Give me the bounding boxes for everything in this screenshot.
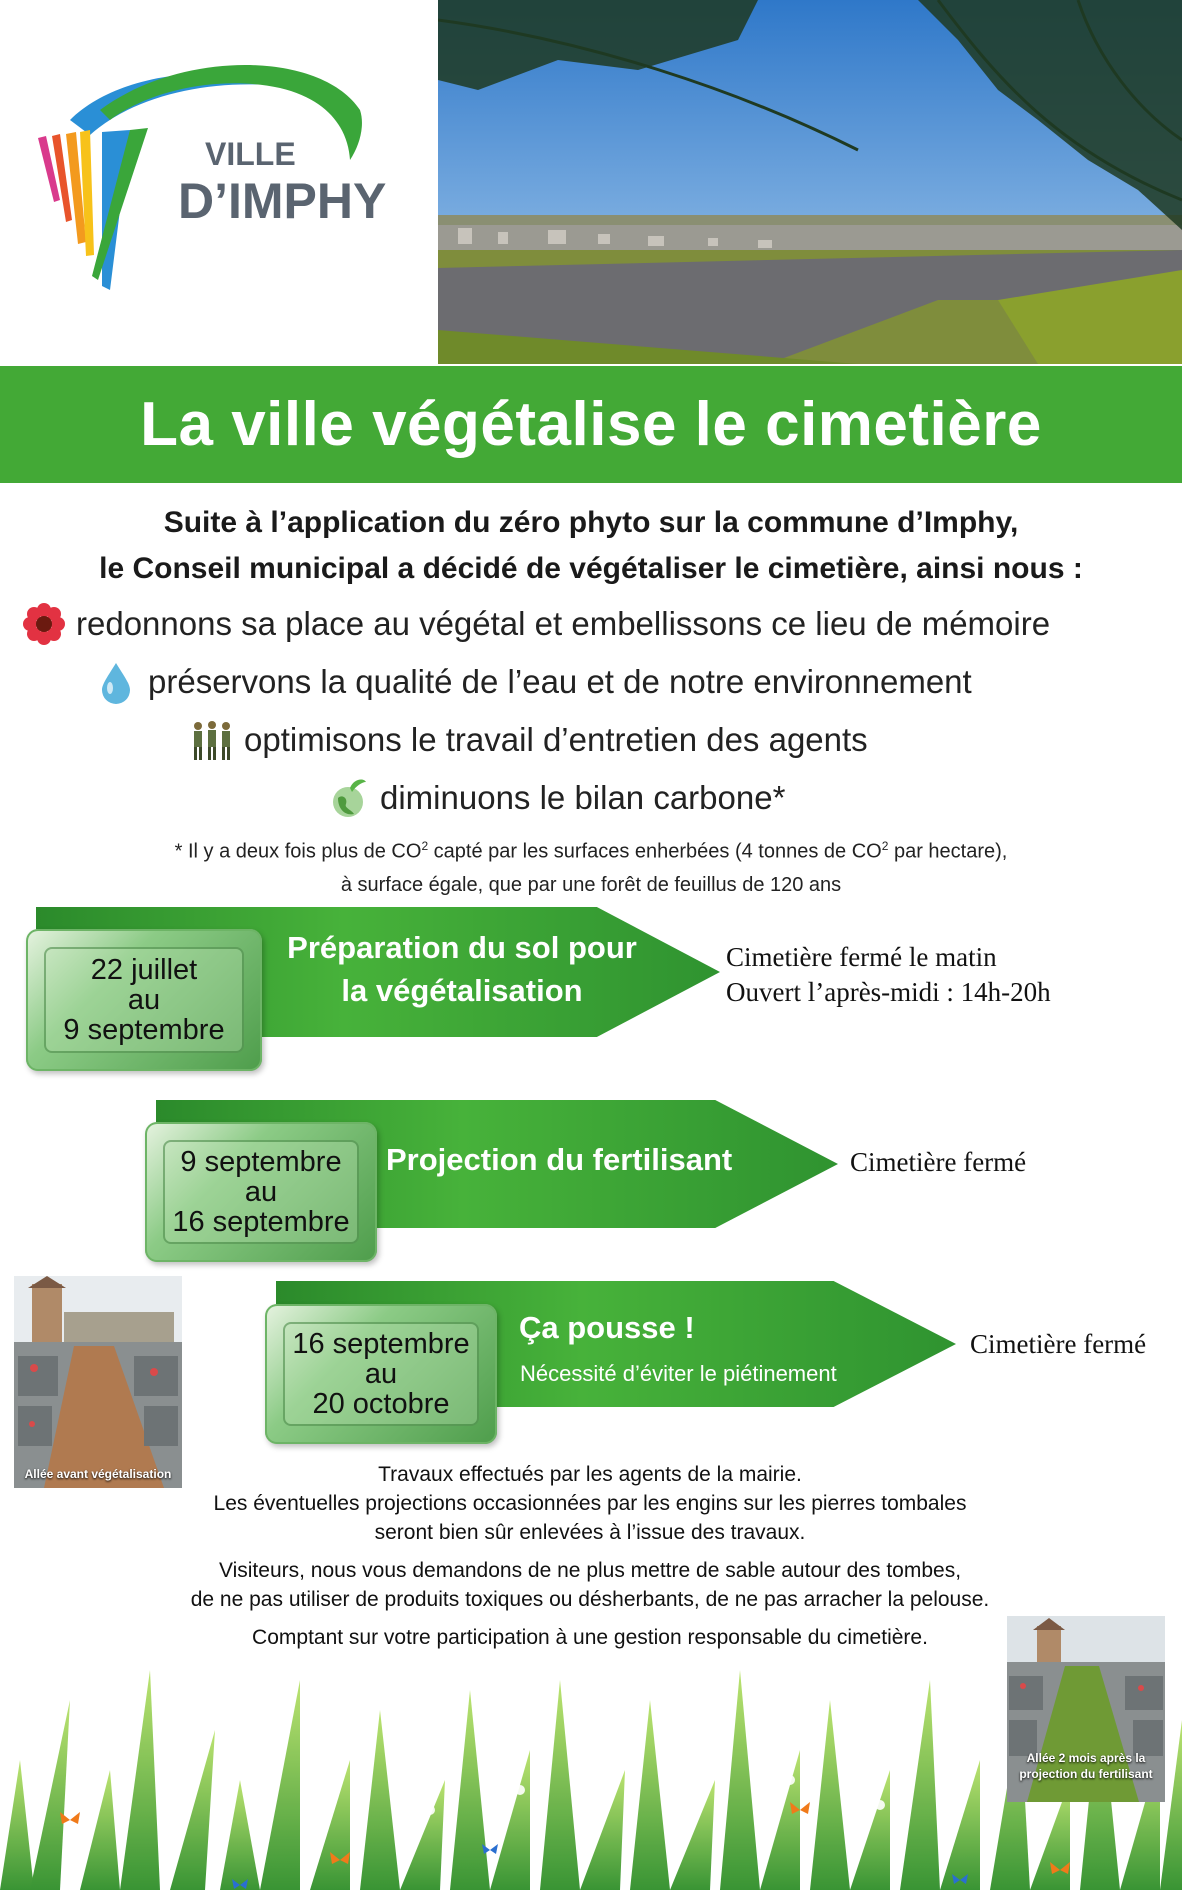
bullet-item	[190, 718, 868, 762]
step-1-title-line-2: la végétalisation	[341, 973, 583, 1008]
bottom-paragraph-2	[120, 1556, 1060, 1614]
step-3-date-box	[265, 1304, 497, 1444]
bottom-p1-line-1: Travaux effectués par les agents de la mairie.	[378, 1463, 802, 1486]
logo-panel	[0, 0, 438, 364]
title-band	[0, 366, 1182, 483]
bottom-p2-line-1: Visiteurs, nous vous demandons de ne plus mettre de sable autour des tombes,	[218, 1559, 962, 1582]
step-1-date-sep: au	[127, 984, 161, 1016]
footnote-line-2: à surface égale, que par une forêt de feuillus de 120 ans	[340, 873, 842, 896]
logo-line2: D’IMPHY	[178, 173, 387, 229]
footnote	[0, 830, 1182, 902]
photo-after-greening	[1007, 1616, 1165, 1802]
flower-icon	[22, 602, 66, 646]
step-2-title	[386, 1138, 786, 1181]
step-3-note	[970, 1327, 1146, 1362]
bullet-item	[94, 660, 972, 704]
step-2-date-to: 16 septembre	[172, 1206, 350, 1238]
ville-imphy-logo	[30, 50, 420, 350]
page-title: La ville végétalise le cimetière	[140, 390, 1042, 459]
step-3-title-line-1: Ça pousse !	[519, 1310, 695, 1345]
step-2-title-line-1: Projection du fertilisant	[386, 1142, 733, 1177]
water-drop-icon	[94, 660, 138, 704]
step-1-title-line-1: Préparation du sol pour	[287, 930, 637, 965]
globe-leaf-icon	[326, 776, 370, 820]
step-3-date-from: 16 septembre	[292, 1328, 470, 1360]
photo-after-caption	[1007, 1750, 1165, 1782]
step-1-title	[262, 926, 662, 1012]
step-3-date-to: 20 octobre	[312, 1388, 450, 1420]
bullet-text: diminuons le bilan carbone*	[380, 779, 786, 816]
step-2-note-line-1: Cimetière fermé	[850, 1147, 1027, 1177]
intro-line-1: Suite à l’application du zéro phyto sur la commune d’Imphy,	[163, 506, 1019, 539]
footnote-line-1: * Il y a deux fois plus de $CO^2$ capté par les surfaces enherbées (4 tonnes de $CO^2$ par hectare),	[174, 839, 1008, 863]
step-3-note-line-1: Cimetière fermé	[970, 1329, 1147, 1359]
bottom-paragraph-3: Comptant sur votre participation à une gestion responsable du cimetière.	[252, 1626, 928, 1649]
bullet-item	[22, 602, 1050, 646]
step-1-date-box	[26, 929, 262, 1071]
step-2-date-sep: au	[244, 1176, 278, 1208]
bottom-p1-line-2: Les éventuelles projections occasionnées par les engins sur les pierres tombales	[213, 1492, 967, 1515]
step-3-title	[519, 1306, 819, 1349]
step-1-date-to: 9 septembre	[63, 1014, 225, 1046]
bottom-text	[120, 1460, 1060, 1661]
agents-icon	[190, 718, 234, 762]
bottom-p1-line-3: seront bien sûr enlevées à l’issue des travaux.	[374, 1521, 806, 1544]
photo-before-greening	[14, 1276, 182, 1488]
photo-after-caption-line-1: Allée 2 mois après la	[1026, 1751, 1146, 1765]
step-2-date-from: 9 septembre	[180, 1146, 342, 1178]
bullet-text: préservons la qualité de l’eau et de notre environnement	[148, 663, 972, 700]
photo-before-caption: Allée avant végétalisation	[24, 1467, 172, 1481]
step-3-subtitle: Nécessité d’éviter le piétinement	[520, 1361, 837, 1386]
step-1-date-from: 22 juillet	[90, 954, 198, 986]
intro-line-2: le Conseil municipal a décidé de végétaliser le cimetière, ainsi nous :	[99, 552, 1083, 585]
step-1-note-line-2: Ouvert l’après-midi : 14h-20h	[726, 977, 1051, 1007]
step-3-date-sep: au	[364, 1358, 398, 1390]
bullet-item	[326, 776, 785, 820]
intro	[0, 500, 1182, 592]
photo-after-caption-line-2: projection du fertilisant	[1019, 1767, 1153, 1781]
bullet-text: redonnons sa place au végétal et embellissons ce lieu de mémoire	[76, 605, 1051, 642]
bottom-paragraph-1	[120, 1460, 1060, 1547]
grass-decoration	[0, 1640, 1182, 1890]
bullet-text: optimisons le travail d’entretien des agents	[244, 721, 868, 758]
step-1-note	[726, 940, 1051, 1010]
step-1-note-line-1: Cimetière fermé le matin	[726, 942, 997, 972]
step-2-date-box	[145, 1122, 377, 1262]
step-2-note	[850, 1145, 1026, 1180]
logo-line1: VILLE	[205, 136, 296, 172]
bottom-p2-line-2: de ne pas utiliser de produits toxiques ou désherbants, de ne pas arracher la pelouse.	[190, 1588, 990, 1611]
cemetery-photo	[438, 0, 1182, 364]
